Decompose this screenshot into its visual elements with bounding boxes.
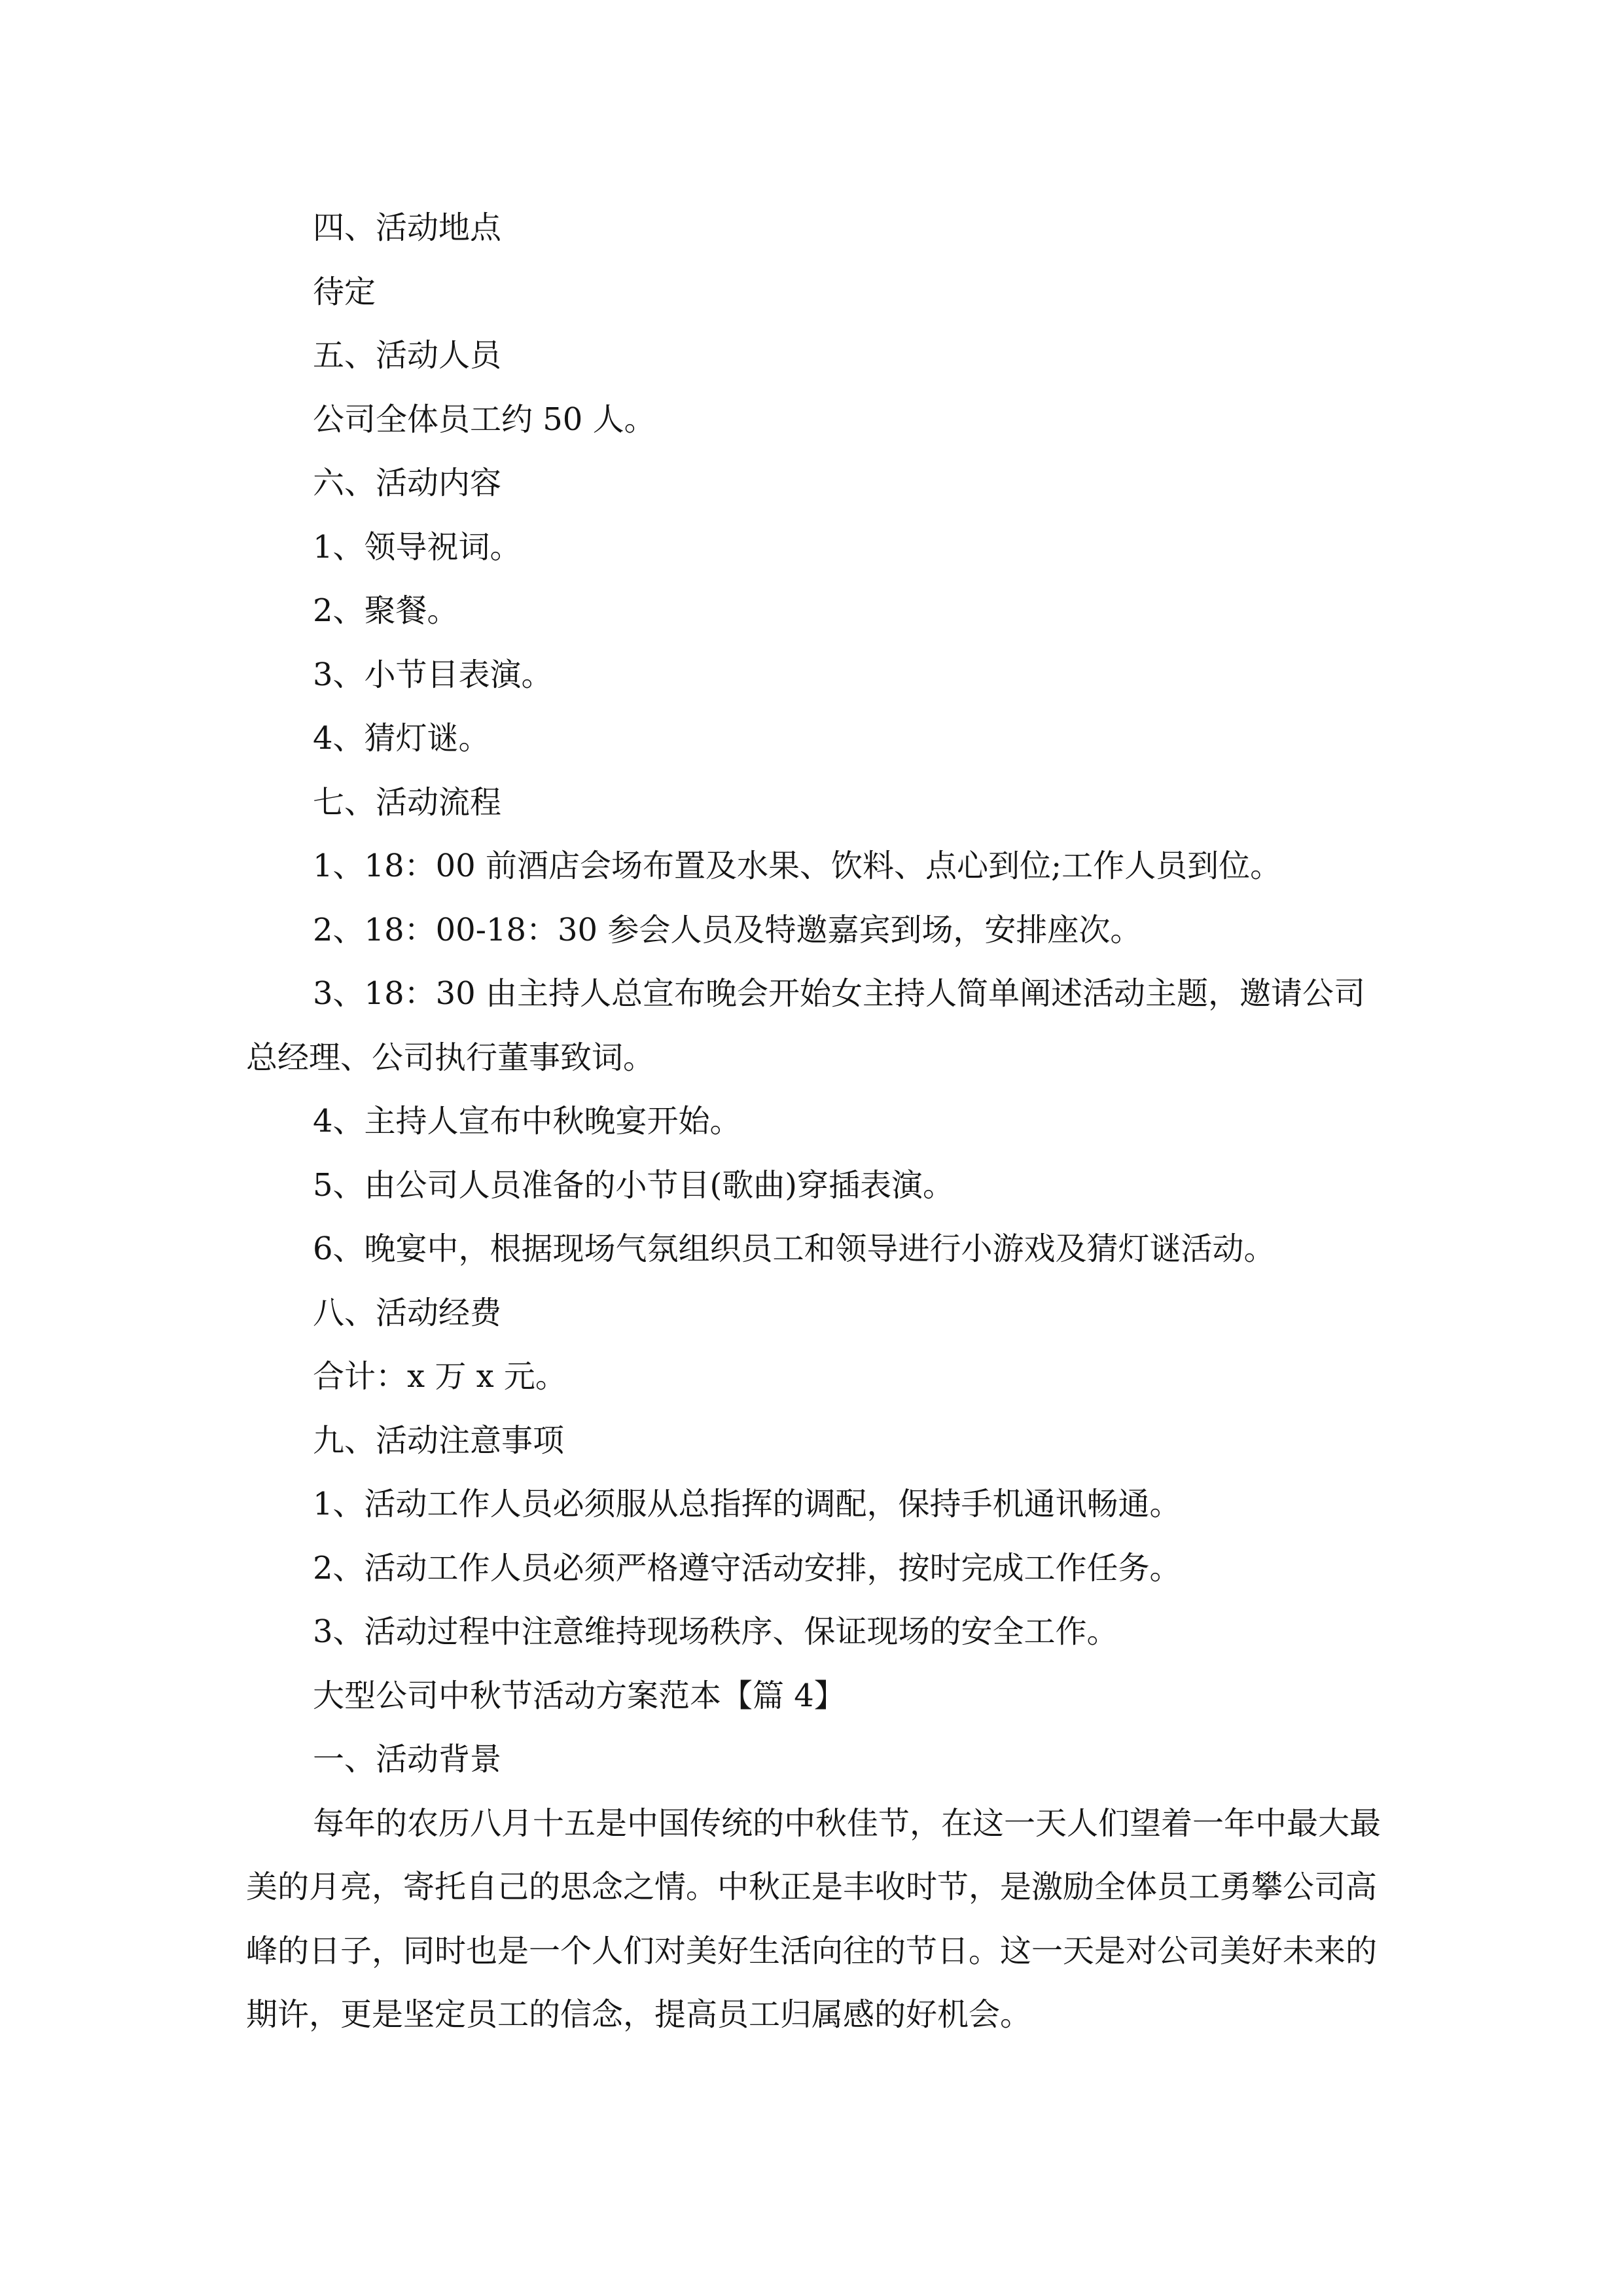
list-item: 1、领导祝词。 bbox=[313, 528, 522, 565]
section-heading-content: 六、活动内容 bbox=[313, 465, 502, 501]
section-heading-venue: 四、活动地点 bbox=[313, 209, 502, 246]
document-body bbox=[246, 196, 1385, 2047]
list-item: 3、小节目表演。 bbox=[313, 656, 553, 693]
paragraph-background: 每年的农历八月十五是中国传统的中秋佳节，在这一天人们望着一年中最大最美的月亮，寄托自己的思念之情。中秋正是丰收时节，是激励全体员工勇攀公司高峰的日子，同时也是一个人们对美好生活向往的节日。这一天是对公司美好未来的期许，更是坚定员工的信念，提高员工归属感的好机会。 bbox=[246, 1804, 1382, 2033]
section-heading-process: 七、活动流程 bbox=[313, 783, 502, 821]
list-item: 6、晚宴中，根据现场气氛组织员工和领导进行小游戏及猜灯谜活动。 bbox=[313, 1230, 1275, 1267]
section-heading-participants: 五、活动人员 bbox=[313, 337, 502, 374]
section-heading-notes: 九、活动注意事项 bbox=[313, 1422, 565, 1459]
list-item: 2、活动工作人员必须严格遵守活动安排，按时完成工作任务。 bbox=[313, 1549, 1181, 1587]
list-item: 2、聚餐。 bbox=[313, 592, 459, 629]
paragraph-venue: 待定 bbox=[313, 273, 376, 310]
list-item: 4、主持人宣布中秋晚宴开始。 bbox=[313, 1103, 741, 1139]
section-heading-background: 一、活动背景 bbox=[313, 1741, 502, 1778]
article-title: 大型公司中秋节活动方案范本【篇 4】 bbox=[313, 1677, 846, 1714]
list-item: 1、18：00 前酒店会场布置及水果、饮料、点心到位;工作人员到位。 bbox=[313, 848, 1282, 884]
list-item: 2、18：00-18：30 参会人员及特邀嘉宾到场，安排座次。 bbox=[313, 911, 1142, 948]
list-item: 1、活动工作人员必须服从总指挥的调配，保持手机通讯畅通。 bbox=[313, 1486, 1181, 1522]
list-item: 4、猜灯谜。 bbox=[313, 720, 490, 757]
list-item: 3、活动过程中注意维持现场秩序、保证现场的安全工作。 bbox=[313, 1613, 1118, 1650]
paragraph-budget: 合计：x 万 x 元。 bbox=[313, 1358, 567, 1395]
section-heading-budget: 八、活动经费 bbox=[313, 1294, 502, 1331]
paragraph-participants: 公司全体员工约 50 人。 bbox=[313, 401, 656, 438]
list-item: 3、18：30 由主持人总宣布晚会开始女主持人简单阐述活动主题，邀请公司总经理、公司执行董事致词。 bbox=[246, 975, 1365, 1076]
list-item: 5、由公司人员准备的小节目(歌曲)穿插表演。 bbox=[313, 1166, 954, 1204]
